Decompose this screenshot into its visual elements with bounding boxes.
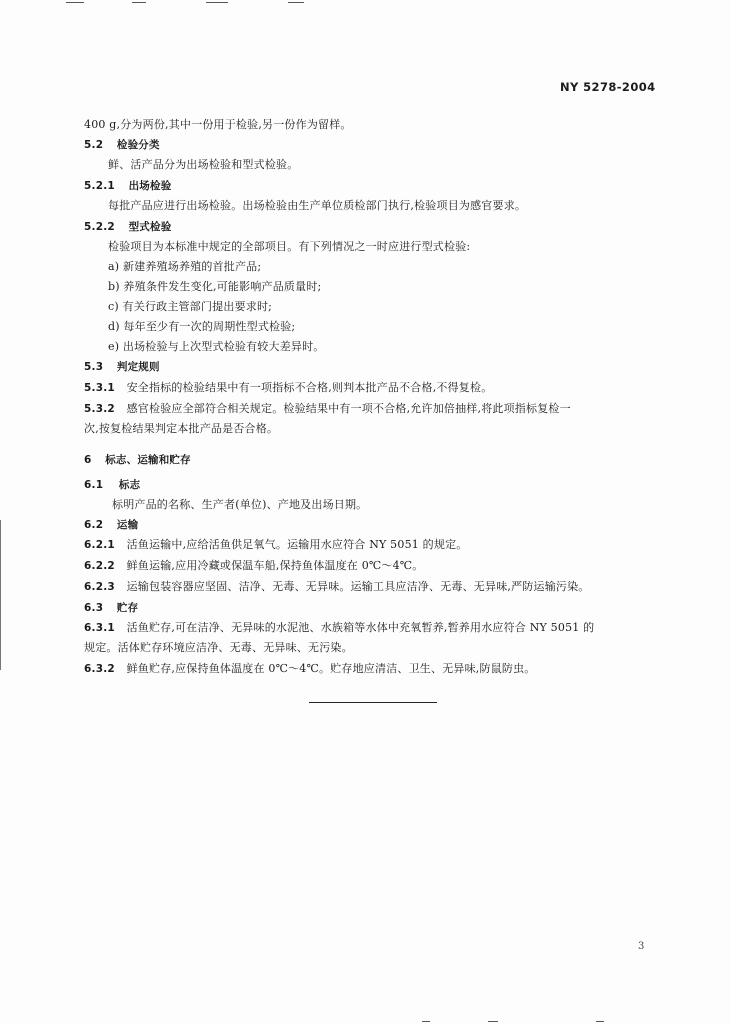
list-item: a) 新建养殖场养殖的首批产品; <box>108 260 262 273</box>
section-heading <box>84 220 171 234</box>
scan-mark <box>288 2 304 3</box>
clause-text: 6.2.2 鲜鱼运输,应用冷藏或保温车船,保持鱼体温度在 0℃～4℃。 <box>84 559 424 572</box>
chapter-heading <box>84 453 191 467</box>
body-text: 鲜、活产品分为出场检验和型式检验。 <box>108 158 299 171</box>
section-title: 运输 <box>116 519 139 531</box>
section-title: 检验分类 <box>116 139 160 151</box>
section-heading <box>84 138 160 152</box>
section-title: 标志 <box>118 479 141 491</box>
standard-number: NY 5278-2004 <box>560 80 656 94</box>
section-heading <box>84 478 140 492</box>
section-number: 5.3 <box>84 361 104 373</box>
body-text: 400 g,分为两份,其中一份用于检验,另一份作为留样。 <box>84 118 352 131</box>
end-separator-line <box>309 702 437 703</box>
clause-text: 6.2.3 运输包装容器应坚固、洁净、无毒、无异味。运输工具应洁净、无毒、无异味,严防运输污染。 <box>84 580 590 593</box>
scan-mark <box>206 2 228 3</box>
scan-mark <box>488 1021 498 1022</box>
chapter-number: 6 <box>84 454 92 466</box>
clause-number: 6.3.2 <box>84 663 115 675</box>
section-number: 6.1 <box>84 479 104 491</box>
clause-text: 6.3.2 鲜鱼贮存,应保持鱼体温度在 0℃～4℃。贮存地应清洁、卫生、无异味,防鼠防虫。 <box>84 662 536 675</box>
scan-mark <box>132 2 146 3</box>
section-number: 5.2.1 <box>84 180 115 192</box>
list-item: b) 养殖条件发生变化,可能影响产品质量时; <box>108 280 322 293</box>
scan-mark <box>422 1021 430 1022</box>
list-item: e) 出场检验与上次型式检验有较大差异时。 <box>108 340 325 353</box>
section-heading <box>84 360 160 374</box>
clause-text: 5.3.2 感官检验应全部符合相关规定。检验结果中有一项不合格,允许加倍抽样,将此项指标复检一 <box>84 402 571 415</box>
list-item: c) 有关行政主管部门提出要求时; <box>108 300 273 313</box>
body-text: 次,按复检结果判定本批产品是否合格。 <box>84 422 279 435</box>
clause-number: 6.2.2 <box>84 560 115 572</box>
scan-edge <box>0 520 1 670</box>
clause-text: 6.2.1 活鱼运输中,应给活鱼供足氧气。运输用水应符合 NY 5051 的规定。 <box>84 538 468 551</box>
section-heading <box>84 601 138 615</box>
scan-mark <box>66 2 84 3</box>
clause-number: 5.3.2 <box>84 403 115 415</box>
section-number: 5.2 <box>84 139 104 151</box>
body-text: 标明产品的名称、生产者(单位)、产地及出场日期。 <box>112 498 368 511</box>
section-number: 6.3 <box>84 602 104 614</box>
clause-number: 6.2.3 <box>84 581 115 593</box>
clause-text: 6.3.1 活鱼贮存,可在洁净、无异味的水泥池、水族箱等水体中充氧暂养,暂养用水应符合 NY 5051 的 <box>84 621 595 634</box>
section-heading <box>84 518 138 532</box>
section-title: 贮存 <box>116 602 139 614</box>
body-text: 检验项目为本标准中规定的全部项目。有下列情况之一时应进行型式检验: <box>108 240 471 253</box>
body-text: 每批产品应进行出场检验。出场检验由生产单位质检部门执行,检验项目为感官要求。 <box>108 199 527 212</box>
section-number: 5.2.2 <box>84 221 115 233</box>
section-title: 判定规则 <box>116 361 160 373</box>
page-number: 3 <box>638 941 645 952</box>
section-title: 型式检验 <box>128 221 172 233</box>
clause-number: 6.3.1 <box>84 622 115 634</box>
clause-number: 5.3.1 <box>84 382 115 394</box>
chapter-title: 标志、运输和贮存 <box>105 454 191 466</box>
clause-text: 5.3.1 安全指标的检验结果中有一项指标不合格,则判本批产品不合格,不得复检。 <box>84 381 493 394</box>
section-number: 6.2 <box>84 519 104 531</box>
list-item: d) 每年至少有一次的周期性型式检验; <box>108 320 296 333</box>
scan-mark <box>596 1021 604 1022</box>
body-text: 规定。活体贮存环境应洁净、无毒、无异味、无污染。 <box>84 641 353 654</box>
section-heading <box>84 179 171 193</box>
clause-number: 6.2.1 <box>84 539 115 551</box>
section-title: 出场检验 <box>128 180 172 192</box>
